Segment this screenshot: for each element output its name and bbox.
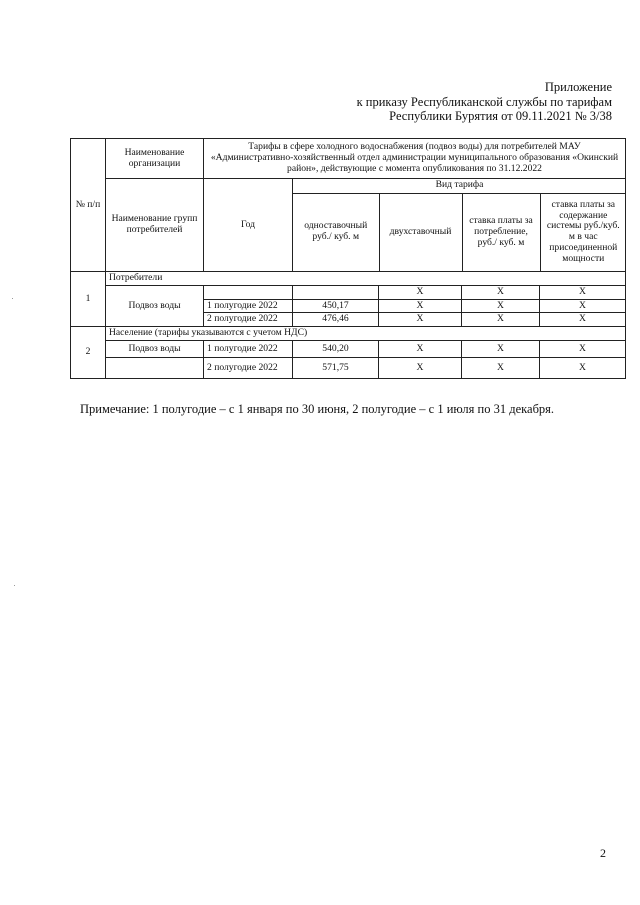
- header-consumer-groups: Наименование групп потребителей: [106, 179, 204, 272]
- scan-speck: [12, 298, 13, 299]
- maintenance-rate-cell: X: [540, 358, 626, 379]
- consumption-rate-cell: X: [462, 285, 540, 299]
- header-consumption-rate: ставка платы за потребление, руб./ куб. м: [462, 193, 540, 271]
- header-tariff-title: Тарифы в сфере холодного водоснабжения (подвоз воды) для потребителей МАУ «Административно-хозяйственный отдел администрации муниципального образования «Окинский район», действующие с момента опубликования по 31.12.2022: [204, 139, 626, 179]
- maintenance-rate-cell: X: [540, 299, 626, 313]
- header-order-reference: к приказу Республиканской службы по тарифам: [356, 94, 612, 109]
- section2-title: Население (тарифы указываются с учетом НДС): [106, 327, 626, 341]
- single-rate-cell: 476,46: [293, 313, 379, 327]
- two-rate-cell: X: [379, 285, 462, 299]
- period-cell: [204, 285, 293, 299]
- header-number: № п/п: [71, 139, 106, 272]
- consumption-rate-cell: X: [462, 341, 540, 358]
- maintenance-rate-cell: X: [540, 285, 626, 299]
- table-row: [71, 285, 626, 299]
- scan-speck: [14, 585, 15, 586]
- header-appendix-label: Приложение: [544, 80, 612, 94]
- single-rate-cell: 571,75: [293, 358, 379, 379]
- footnote: Примечание: 1 полугодие – с 1 января по 30 июня, 2 полугодие – с 1 июля по 31 декабря.: [80, 402, 555, 416]
- header-tariff-kind-block: [293, 179, 626, 272]
- consumption-rate-cell: X: [462, 358, 540, 379]
- period-cell: 1 полугодие 2022: [204, 299, 293, 313]
- two-rate-cell: X: [379, 299, 462, 313]
- table-row: [71, 358, 626, 379]
- period-cell: 2 полугодие 2022: [204, 358, 293, 379]
- maintenance-rate-cell: X: [540, 313, 626, 327]
- section1-title: Потребители: [106, 272, 626, 286]
- section1-number: 1: [71, 272, 106, 327]
- header-tariff-kind: Вид тарифа: [293, 179, 626, 193]
- period-cell: 1 полугодие 2022: [204, 341, 293, 358]
- section2-number: 2: [71, 327, 106, 379]
- page-number: 2: [600, 846, 606, 860]
- two-rate-cell: X: [379, 358, 462, 379]
- header-organization: Наименование организации: [106, 139, 204, 179]
- header-two-rate: двухставочный: [379, 193, 462, 271]
- single-rate-cell: 540,20: [293, 341, 379, 358]
- header-maintenance-rate: ставка платы за содержание системы руб./куб. м в час присоединенной мощности: [546, 198, 620, 264]
- tariff-table: [70, 138, 626, 379]
- table-row: [71, 341, 626, 358]
- single-rate-cell: [293, 285, 379, 299]
- two-rate-cell: X: [379, 313, 462, 327]
- single-rate-cell: 450,17: [293, 299, 379, 313]
- section2-group: Подвоз воды: [106, 341, 204, 358]
- consumption-rate-cell: X: [462, 313, 540, 327]
- section2-group-empty: [106, 358, 204, 379]
- maintenance-rate-cell: X: [540, 341, 626, 358]
- two-rate-cell: X: [379, 341, 462, 358]
- header-year: Год: [204, 179, 293, 272]
- header-order-date: Республики Бурятия от 09.11.2021 № 3/38: [389, 109, 612, 123]
- period-cell: 2 полугодие 2022: [204, 313, 293, 327]
- header-single-rate: одноставочный руб./ куб. м: [293, 193, 379, 271]
- consumption-rate-cell: X: [462, 299, 540, 313]
- section1-group: Подвоз воды: [106, 285, 204, 326]
- document-header: [357, 80, 612, 124]
